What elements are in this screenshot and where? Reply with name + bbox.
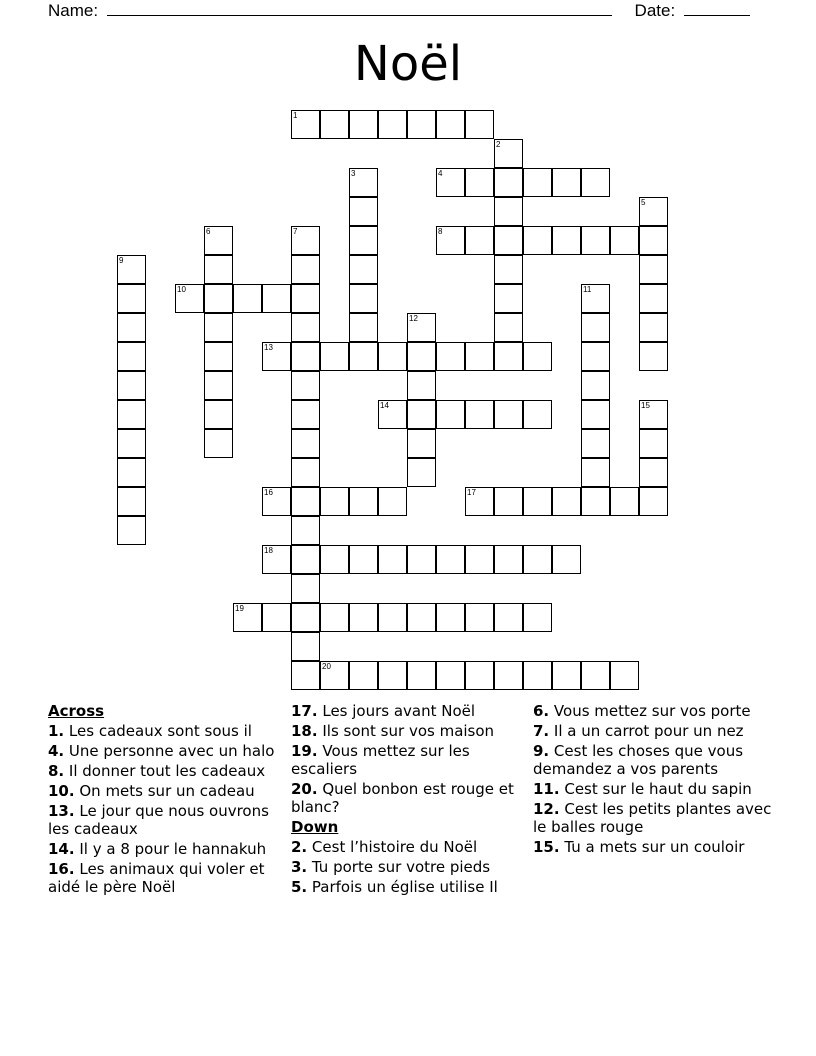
crossword-cell[interactable] [204,255,233,284]
crossword-cell[interactable] [552,168,581,197]
clue-number: 6 [206,227,211,236]
crossword-cell[interactable] [117,342,146,371]
clue-across-8: 8. Il donner tout les cadeaux [48,762,266,780]
clue-number: 15 [641,401,650,410]
crossword-cell[interactable] [581,226,610,255]
crossword-cell[interactable] [639,226,668,255]
crossword-cell[interactable] [407,313,436,342]
crossword-cell[interactable] [639,197,668,226]
clue-across-1: 1. Les cadeaux sont sous il [48,722,252,740]
clue-number: 3 [351,169,356,178]
crossword-cell[interactable] [378,603,407,632]
clue-number: 17 [467,488,476,497]
crossword-cell[interactable] [204,429,233,458]
clue-number: 5 [641,198,646,207]
crossword-cell[interactable] [436,226,465,255]
crossword-cell[interactable] [291,574,320,603]
crossword-cell[interactable] [407,458,436,487]
crossword-cell[interactable] [378,545,407,574]
crossword-cell[interactable] [407,400,436,429]
crossword-cell[interactable] [117,255,146,284]
clue-number: 12 [409,314,418,323]
crossword-cell[interactable] [349,313,378,342]
down-heading: Down [291,818,339,836]
crossword-cell[interactable] [581,284,610,313]
crossword-cell[interactable] [117,313,146,342]
crossword-cell[interactable] [581,487,610,516]
crossword-cell[interactable] [639,458,668,487]
crossword-cell[interactable] [465,168,494,197]
crossword-cell[interactable] [436,342,465,371]
crossword-cell[interactable] [494,400,523,429]
clue-down-6: 6. Vous mettez sur vos porte [533,702,751,720]
crossword-cell[interactable] [465,342,494,371]
crossword-cell[interactable] [349,168,378,197]
crossword-cell[interactable] [407,661,436,690]
clue-down-2: 2. Cest l’histoire du Noël [291,838,478,856]
crossword-cell[interactable] [117,487,146,516]
crossword-cell[interactable] [494,313,523,342]
clue-down-7: 7. Il a un carrot pour un nez [533,722,744,740]
crossword-cell[interactable] [523,226,552,255]
crossword-cell[interactable] [552,487,581,516]
crossword-cell[interactable] [262,603,291,632]
crossword-cell[interactable] [117,400,146,429]
crossword-cell[interactable] [320,487,349,516]
crossword-cell[interactable] [291,400,320,429]
crossword-cell[interactable] [494,545,523,574]
crossword-cell[interactable] [494,661,523,690]
crossword-cell[interactable] [320,110,349,139]
crossword-cell[interactable] [349,226,378,255]
crossword-cell[interactable] [610,226,639,255]
clues-column-1 [48,702,276,898]
clue-number: 10 [177,285,186,294]
clue-across-18: 18. Ils sont sur vos maison [291,722,495,740]
crossword-cell[interactable] [465,603,494,632]
crossword-cell[interactable] [639,429,668,458]
crossword-cell[interactable] [117,458,146,487]
crossword-cell[interactable] [349,661,378,690]
clue-down-9: 9. Cest les choses que vous demandez a vos parents [533,742,744,778]
crossword-cell[interactable] [436,545,465,574]
clue-number: 13 [264,343,273,352]
page-title: Noël [353,36,463,92]
clue-number: 9 [119,256,124,265]
crossword-cell[interactable] [465,545,494,574]
crossword-cell[interactable] [639,255,668,284]
clue-down-3: 3. Tu porte sur votre pieds [291,858,491,876]
crossword-cell[interactable] [117,429,146,458]
crossword-cell[interactable] [320,545,349,574]
clue-down-12: 12. Cest les petits plantes avec le balles rouge [533,800,772,836]
crossword-cell[interactable] [204,226,233,255]
crossword-cell[interactable] [581,313,610,342]
crossword-cell[interactable] [581,458,610,487]
crossword-cell[interactable] [378,661,407,690]
crossword-cell[interactable] [523,545,552,574]
crossword-cell[interactable] [494,255,523,284]
crossword-cell[interactable] [407,342,436,371]
crossword-cell[interactable] [291,371,320,400]
crossword-cell[interactable] [436,168,465,197]
crossword-cell[interactable] [523,168,552,197]
clue-across-4: 4. Une personne avec un halo [48,742,275,760]
crossword-cell[interactable] [610,661,639,690]
clue-number: 4 [438,169,443,178]
crossword-cell[interactable] [639,342,668,371]
crossword-cell[interactable] [262,284,291,313]
crossword-cell[interactable] [465,661,494,690]
crossword-cell[interactable] [291,226,320,255]
crossword-cell[interactable] [581,342,610,371]
crossword-cell[interactable] [639,400,668,429]
crossword-cell[interactable] [204,342,233,371]
crossword-cell[interactable] [175,284,204,313]
across-heading: Across [48,702,105,720]
crossword-cell[interactable] [291,342,320,371]
crossword-cell[interactable] [494,603,523,632]
date-label: Date: [634,1,676,20]
crossword-cell[interactable] [291,661,320,690]
clues-column-2 [291,702,519,898]
clue-across-20: 20. Quel bonbon est rouge et blanc? [291,780,514,816]
crossword-cell[interactable] [494,284,523,313]
clue-across-10: 10. On mets sur un cadeau [48,782,255,800]
clue-across-13: 13. Le jour que nous ouvrons les cadeaux [48,802,269,838]
crossword-cell[interactable] [349,110,378,139]
clue-number: 14 [380,401,389,410]
crossword-cell[interactable] [436,110,465,139]
crossword-cell[interactable] [320,603,349,632]
crossword-cell[interactable] [494,342,523,371]
clue-number: 16 [264,488,273,497]
crossword-cell[interactable] [378,342,407,371]
crossword-cell[interactable] [291,487,320,516]
crossword-cell[interactable] [581,168,610,197]
clue-number: 19 [235,604,244,613]
crossword-cell[interactable] [523,603,552,632]
clue-number: 1 [293,111,298,120]
crossword-cell[interactable] [349,603,378,632]
crossword-cell[interactable] [320,661,349,690]
crossword-cell[interactable] [291,516,320,545]
crossword-cell[interactable] [581,400,610,429]
crossword-cell[interactable] [465,400,494,429]
crossword-cell[interactable] [117,371,146,400]
crossword-cell[interactable] [407,603,436,632]
crossword-cell[interactable] [204,400,233,429]
crossword-cell[interactable] [494,487,523,516]
clue-across-16: 16. Les animaux qui voler et aidé le père Noël [48,860,265,896]
crossword-cell[interactable] [349,342,378,371]
crossword-cell[interactable] [523,487,552,516]
crossword-cell[interactable] [494,226,523,255]
clue-across-14: 14. Il y a 8 pour le hannakuh [48,840,267,858]
crossword-cell[interactable] [465,487,494,516]
crossword-cell[interactable] [494,168,523,197]
crossword-cell[interactable] [639,313,668,342]
clue-number: 8 [438,227,443,236]
crossword-cell[interactable] [436,603,465,632]
crossword-cell[interactable] [204,371,233,400]
crossword-cell[interactable] [349,545,378,574]
crossword-cell[interactable] [407,110,436,139]
clue-across-17: 17. Les jours avant Noël [291,702,476,720]
crossword-cell[interactable] [639,284,668,313]
clue-number: 11 [583,285,592,294]
crossword-cell[interactable] [378,487,407,516]
crossword-cell[interactable] [291,603,320,632]
crossword-cell[interactable] [465,226,494,255]
crossword-cell[interactable] [262,545,291,574]
crossword-cell[interactable] [349,487,378,516]
crossword-cell[interactable] [494,197,523,226]
clue-number: 20 [322,662,331,671]
clue-down-5: 5. Parfois un église utilise Il [291,878,498,896]
crossword-cell[interactable] [291,632,320,661]
crossword-cell[interactable] [581,429,610,458]
clues-column-3 [533,702,773,858]
crossword-cell[interactable] [552,226,581,255]
crossword-cell[interactable] [204,313,233,342]
crossword-cell[interactable] [291,255,320,284]
crossword-cell[interactable] [349,255,378,284]
crossword-cell[interactable] [291,313,320,342]
crossword-cell[interactable] [378,400,407,429]
crossword-cell[interactable] [349,284,378,313]
crossword-cell[interactable] [320,342,349,371]
clue-across-19: 19. Vous mettez sur les escaliers [291,742,470,778]
crossword-cell[interactable] [436,661,465,690]
crossword-cell[interactable] [523,661,552,690]
crossword-cell[interactable] [233,284,262,313]
crossword-cell[interactable] [581,661,610,690]
crossword-cell[interactable] [494,139,523,168]
crossword-cell[interactable] [465,110,494,139]
crossword-cell[interactable] [552,545,581,574]
clue-down-15: 15. Tu a mets sur un couloir [533,838,745,856]
clue-number: 18 [264,546,273,555]
crossword-cell[interactable] [117,284,146,313]
crossword-cell[interactable] [262,342,291,371]
crossword-cell[interactable] [233,603,262,632]
crossword-cell[interactable] [117,516,146,545]
crossword-cell[interactable] [523,400,552,429]
crossword-cell[interactable] [407,371,436,400]
name-label: Name: [48,1,99,20]
crossword-cell[interactable] [262,487,291,516]
crossword-cell[interactable] [581,371,610,400]
crossword-cell[interactable] [436,400,465,429]
clue-number: 7 [293,227,298,236]
crossword-cell[interactable] [378,110,407,139]
clue-down-11: 11. Cest sur le haut du sapin [533,780,752,798]
crossword-cell[interactable] [407,429,436,458]
crossword-cell[interactable] [523,342,552,371]
crossword-cell[interactable] [407,545,436,574]
crossword-cell[interactable] [291,458,320,487]
crossword-cell[interactable] [639,487,668,516]
crossword-cell[interactable] [552,661,581,690]
crossword-cell[interactable] [291,429,320,458]
crossword-cell[interactable] [204,284,233,313]
crossword-cell[interactable] [349,197,378,226]
clue-number: 2 [496,140,501,149]
crossword-cell[interactable] [291,284,320,313]
crossword-cell[interactable] [610,487,639,516]
crossword-cell[interactable] [291,110,320,139]
crossword-cell[interactable] [291,545,320,574]
